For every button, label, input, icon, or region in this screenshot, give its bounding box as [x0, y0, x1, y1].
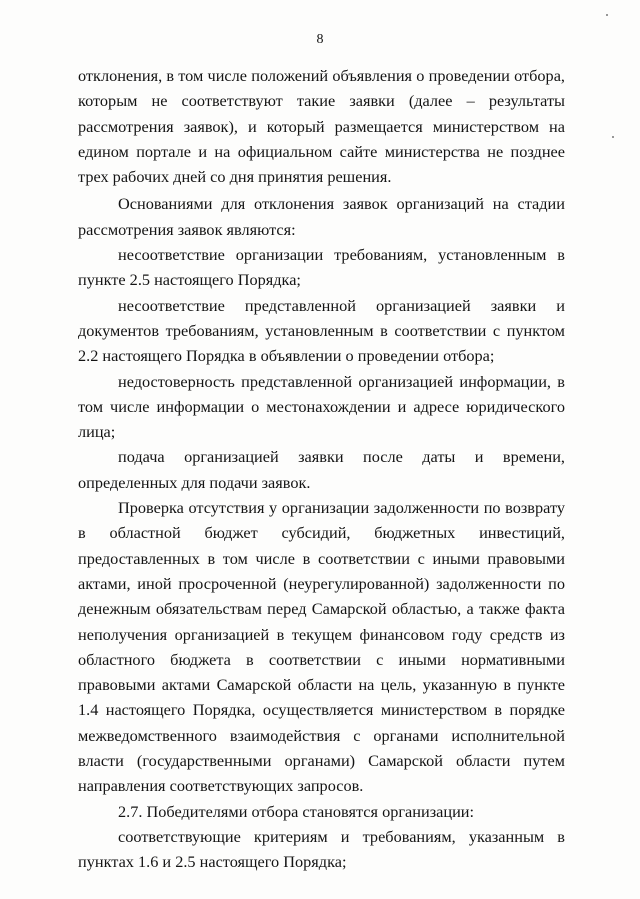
document-body	[78, 63, 565, 875]
page-number: 8	[316, 32, 324, 47]
paragraph-2-7-heading: 2.7. Победителями отбора становятся организации:	[118, 801, 475, 821]
paragraph-ground-4: подача организацией заявки после даты и времени, определенных для подачи заявок.	[78, 447, 565, 492]
paragraph-ground-2: несоответствие представленной организацией заявки и документов требованиям, установленным в соответствии с пунктом 2.2 настоящего Порядка в объявлении о проведении отбора;	[78, 295, 565, 366]
paragraph-rejection-grounds: Основаниями для отклонения заявок организаций на стадии рассмотрения заявок являются:	[78, 194, 565, 239]
scan-speck	[606, 14, 608, 16]
paragraph-continuation: отклонения, в том числе положений объявления о проведении отбора, которым не соответствуют такие заявки (далее – результаты рассмотрения заявок), и который размещается министерством на едином портале и на официальном сайте министерства не позднее трех рабочих дней со дня принятия решения.	[78, 66, 565, 187]
paragraph-winners-criteria: соответствующие критериям и требованиям, указанным в пунктах 1.6 и 2.5 настоящего Порядка;	[78, 826, 565, 872]
paragraph-ground-1: несоответствие организации требованиям, установленным в пункте 2.5 настоящего Порядка;	[78, 245, 565, 290]
paragraph-ground-3: недостоверность представленной организацией информации, в том числе информации о местонахождении и адресе юридического лица;	[78, 371, 565, 442]
paragraph-debt-check: Проверка отсутствия у организации задолженности по возврату в областной бюджет субсидий, бюджетных инвестиций, предоставленных в том числе в соответствии с иными правовыми актами, иной просроченной (неурегулированной) задолженности по денежным обязательствам перед Самарской областью, а также факта неполучения организацией в текущем финансовом году средств из областного бюджета в соответствии с иными нормативными правовыми актами Самарской области на цель, указанную в пункте 1.4 настоящего Порядка, осуществляется министерством в порядке межведомственного взаимодействия с органами исполнительной власти (государственными органами) Самарской области путем направления соответствующих запросов.	[78, 498, 565, 796]
scan-speck	[612, 136, 614, 138]
